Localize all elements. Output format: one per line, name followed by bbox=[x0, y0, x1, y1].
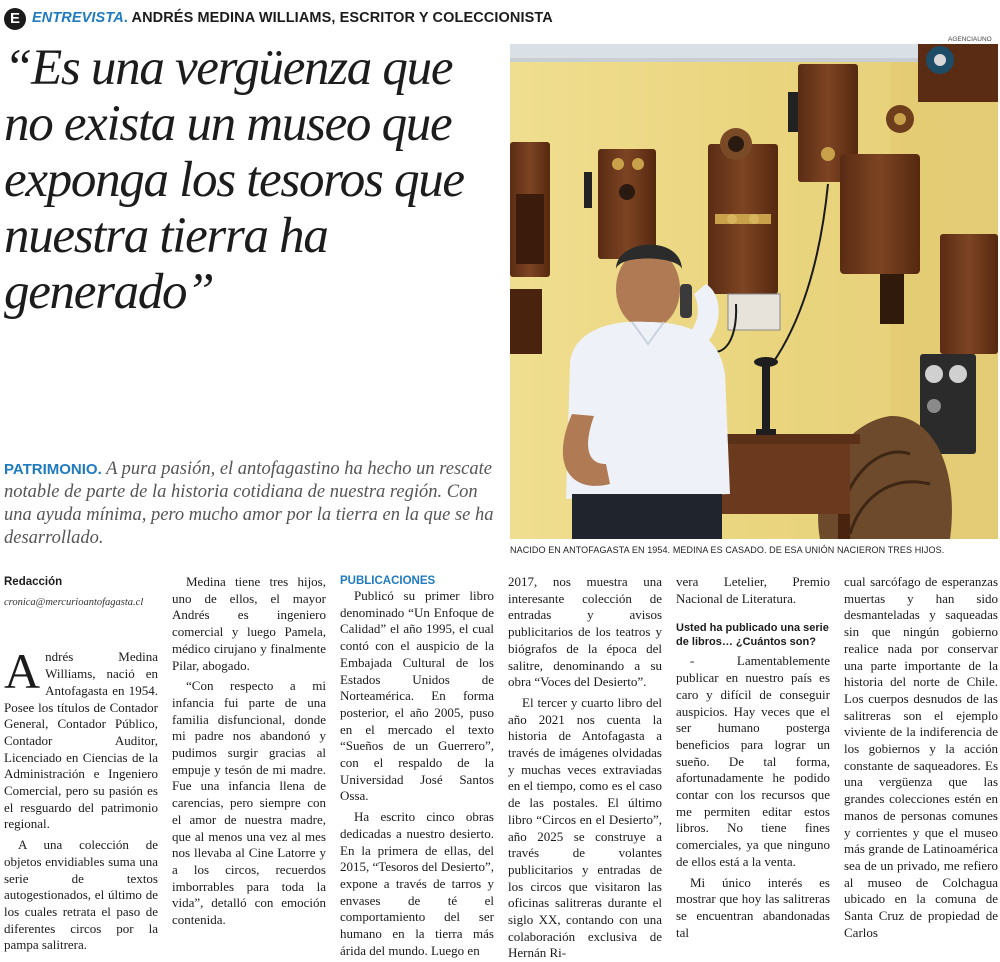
paragraph: El tercer y cuarto libro del año 2021 nos cuenta la historia de Antofagasta a través de imágenes olvidadas y muchas veces extraviadas en el tiempo, como es el caso de las postales. El último libro “Circos en el Desierto”, año 2025 se construye a través de volantes publicitarios y entradas de los circos que visitaron las oficinas salitreras durante el siglo XX, contando con una colaboración exclusiva de Hernán Ri- bbox=[508, 694, 662, 961]
paragraph: Publicó su primer libro denominado “Un Enfoque de Calidad” el año 1995, el cual contó con el auspicio de la Embajada Cultural de los Estados Unidos de Norteamérica. En forma posterior, el año 2005, puso en el mercado el texto “Sueños de un Guerrero”, con el respaldo de la Universidad José Santos Ossa. bbox=[340, 588, 494, 804]
section-label: ENTREVISTA bbox=[32, 10, 124, 26]
column-4 bbox=[508, 574, 662, 962]
lead-text: A pura pasión, el antofagastino ha hecho un rescate notable de parte de la historia cotidiana de nuestra región. Con una ayuda mínima, pero mucho amor por la tierra en la que se ha desarrollado. bbox=[4, 459, 494, 548]
headline: “Es una vergüenza que no exista un museo que exponga los tesoros que nuestra tierra ha generado” bbox=[4, 40, 464, 320]
interview-subject: ANDRÉS MEDINA WILLIAMS, ESCRITOR Y COLECCIONISTA bbox=[131, 10, 553, 26]
paragraph: A una colección de objetos envidiables suma una serie de textos autogestionados, el último de los cuales retrata el paso de diferentes circos por la pampa salitrera. bbox=[4, 837, 158, 953]
paragraph: Medina tiene tres hijos, uno de ellos, el mayor Andrés es ingeniero comercial y luego Pamela, médico cirujano y finalmente Pilar, abogado. bbox=[172, 574, 326, 673]
subhead-publicaciones: PUBLICACIONES bbox=[340, 575, 436, 587]
byline: Redacción bbox=[4, 576, 63, 588]
drop-cap: A bbox=[4, 643, 41, 700]
paragraph: Ha escrito cinco obras dedicadas a nuestro desierto. En la primera de ellas, del 2015, “Tesoros del Desierto”, expone a través de tarros y envases de té el comportamiento del ser humano en la tierra más árida del mundo. Luego en bbox=[340, 809, 494, 958]
photo-credit: AGENCIAUNO bbox=[948, 36, 992, 43]
main-photo bbox=[510, 44, 998, 539]
paragraph: Mi único interés es mostrar que hoy las salitreras se encuentran abandonadas tal bbox=[676, 874, 830, 940]
lead-tag: PATRIMONIO. bbox=[4, 461, 102, 478]
paragraph: cual sarcófago de esperanzas muertas y han sido desmanteladas y saqueadas sin que ningún gobierno realice nada por conservar una parte importante de la historia del norte de Chile. Los cuerpos desnudos de las salitreras son el ejemplo viviente de la indiferencia de los gobiernos y la acción constante de saqueadores. Es una vergüenza que las grandes colecciones estén en manos de personas comunes y corrientes y que el museo más grande de Latinoamérica sea de un privado, me refiero al museo de Colchagua ubicado en la comuna de Santa Cruz de propiedad de Carlos bbox=[844, 574, 998, 940]
author-email: cronica@mercurioantofagasta.cl bbox=[4, 596, 144, 608]
photo-illustration bbox=[510, 44, 998, 539]
column-3 bbox=[340, 574, 494, 959]
interview-question: Usted ha publicado una serie de libros… ¿Cuántos son? bbox=[676, 622, 829, 649]
section-dot: . bbox=[123, 10, 128, 26]
kicker bbox=[32, 10, 553, 26]
photo-caption: NACIDO EN ANTOFAGASTA EN 1954. MEDINA ES CASADO. DE ESA UNIÓN NACIERON TRES HIJOS. bbox=[510, 545, 945, 555]
paragraph bbox=[4, 643, 158, 833]
paragraph-text: ndrés Medina Williams, nació en Antofagasta en 1954. Posee los títulos de Contador General, Contador Público, Contador Auditor, Licenciado en Ciencias de la Administración e Ingeniero Comercial, pero su pasión es el resguardo del patrimonio regional. bbox=[4, 649, 158, 832]
paragraph: 2017, nos muestra una interesante colección de entradas y avisos publicitarios de los teatros y biógrafos de la época del salitre, denominando a su obra “Voces del Desierto”. bbox=[508, 574, 662, 690]
paragraph: “Con respecto a mi infancia fui parte de una familia disfuncional, donde mi padre nos abandonó y pudimos surgir gracias al empuje y tesón de mi madre. Fue una infancia llena de carencias, pero siempre con el amor de nuestra madre, que al menos una vez al mes nos llevaba al Cine Latorre y a los circos, recuerdos imborrables para toda la vida”, detalló con emoción contenida. bbox=[172, 678, 326, 928]
column-5 bbox=[676, 574, 830, 941]
lead-paragraph bbox=[4, 458, 500, 550]
logo-e-icon: E bbox=[4, 8, 26, 30]
column-1 bbox=[4, 574, 158, 954]
paragraph: vera Letelier, Premio Nacional de Literatura. bbox=[676, 574, 830, 606]
column-6 bbox=[844, 574, 998, 941]
paragraph: - Lamentablemente publicar en nuestro país es caro y difícil de conseguir auspicios. Hay veces que el ser humano posterga beneficios para lograr un sueño. De tal forma, afortunadamente he podido contar con los recursos que me permiten editar estos libros. No tiene fines comerciales, ya que ninguno de ellos está a la venta. bbox=[676, 653, 830, 869]
column-2 bbox=[172, 574, 326, 929]
